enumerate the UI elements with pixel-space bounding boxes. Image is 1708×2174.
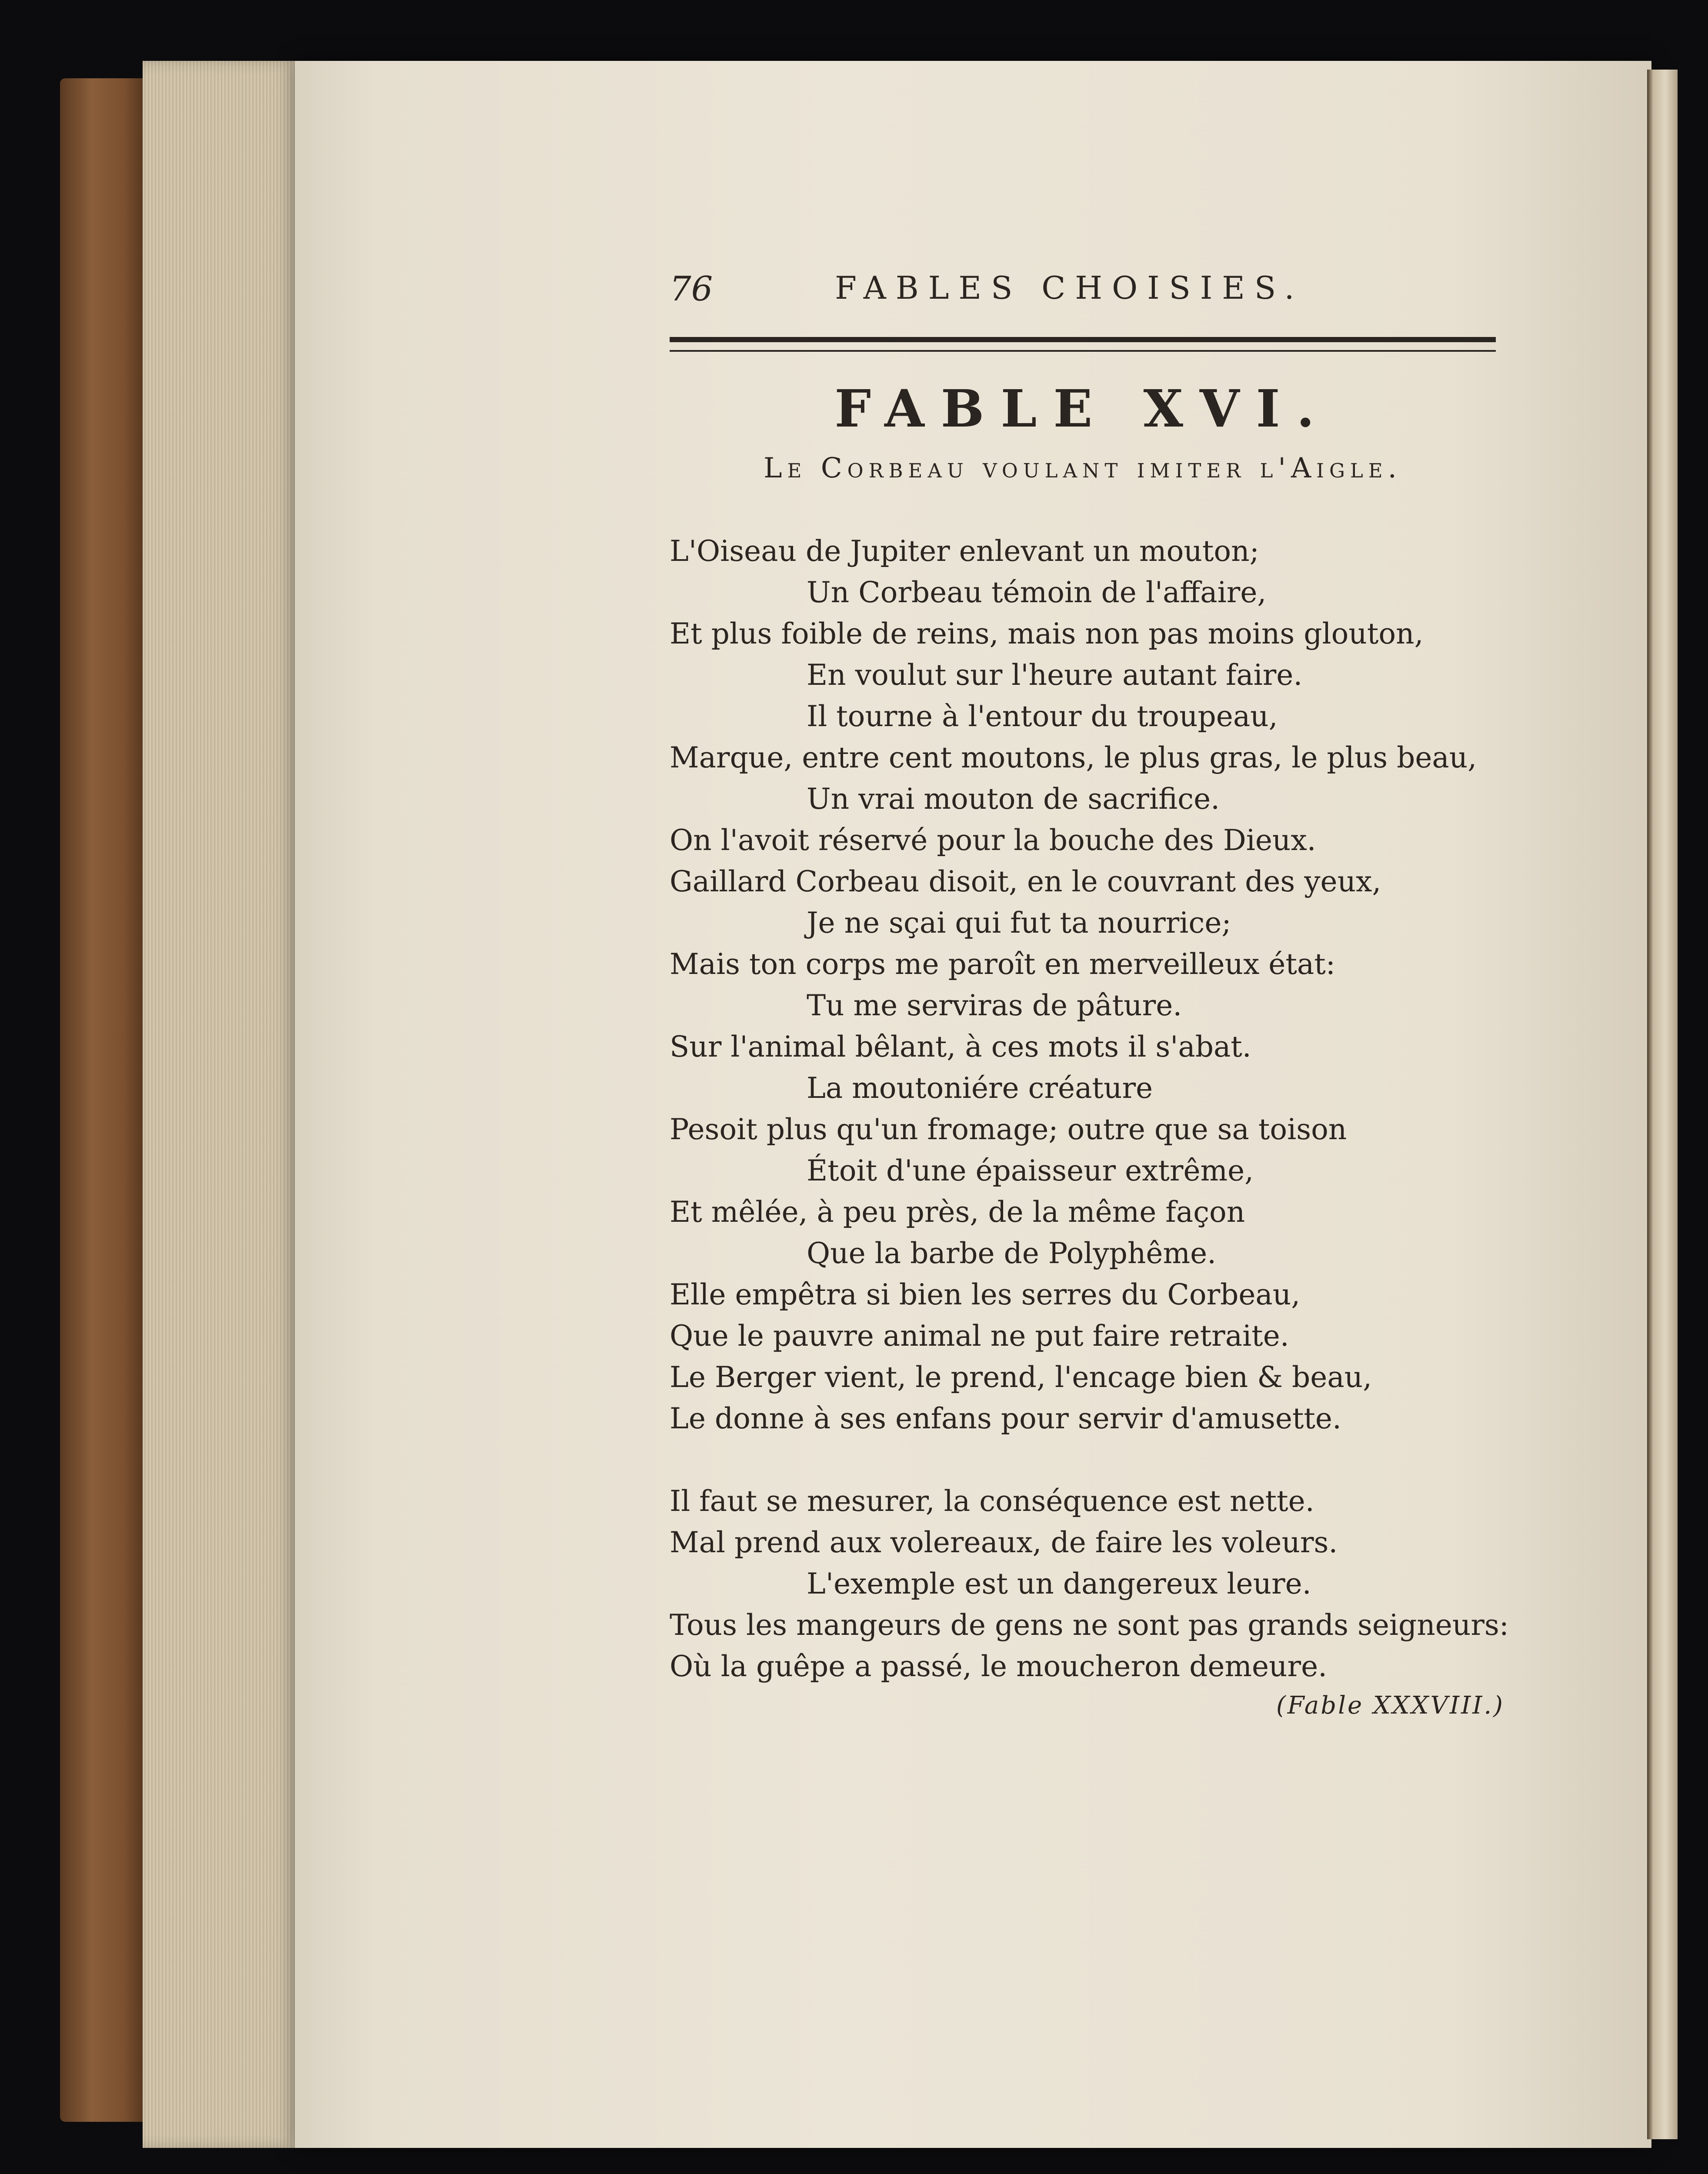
poem-line: Je ne sçai qui fut ta nourrice; (807, 906, 1231, 940)
poem-line: La moutoniére créature (807, 1071, 1153, 1105)
poem-line: Marque, entre cent moutons, le plus gras, le plus beau, (670, 741, 1477, 774)
poem-line: Et mêlée, à peu près, de la même façon (670, 1195, 1245, 1229)
poem-line: Et plus foible de reins, mais non pas moins glouton, (670, 617, 1424, 650)
poem-line: Sur l'animal bêlant, à ces mots il s'abat. (670, 1030, 1251, 1064)
poem-line: On l'avoit réservé pour la bouche des Dieux. (670, 824, 1316, 857)
facing-page-edge (1647, 70, 1678, 2139)
book-cover (60, 78, 151, 2122)
stanza-gap (670, 1439, 1522, 1480)
running-header (609, 235, 1505, 309)
poem-line: Un Corbeau témoin de l'affaire, (807, 576, 1267, 609)
source-note: (Fable XXXVIII.) (1276, 1691, 1505, 1720)
poem-line: Étoit d'une épaisseur extrême, (807, 1154, 1254, 1187)
running-title: FABLES CHOISIES. (835, 270, 1304, 306)
moral-line: Mal prend aux volereaux, de faire les voleurs. (670, 1526, 1338, 1559)
poem-line: Tu me serviras de pâture. (807, 989, 1182, 1022)
fable-subtitle: Le Corbeau voulant imiter l'Aigle. (764, 452, 1402, 484)
moral-line: L'exemple est un dangereux leure. (807, 1567, 1311, 1600)
moral-line: Où la guêpe a passé, le moucheron demeure. (670, 1650, 1328, 1683)
fable-title: FABLE XVI. (834, 378, 1331, 439)
poem-line: Que la barbe de Polyphême. (807, 1237, 1217, 1270)
poem-line: Il tourne à l'entour du troupeau, (807, 700, 1278, 733)
page-number: 76 (670, 270, 713, 309)
header-rule (670, 337, 1496, 352)
poem (670, 530, 1522, 1687)
page-text (609, 235, 1509, 1720)
poem-line: Pesoit plus qu'un fromage; outre que sa toison (670, 1113, 1347, 1146)
poem-line: Gaillard Corbeau disoit, en le couvrant des yeux, (670, 865, 1381, 898)
poem-line: Elle empêtra si bien les serres du Corbeau, (670, 1278, 1301, 1311)
poem-line: Un vrai mouton de sacrifice. (807, 782, 1220, 816)
poem-line: Que le pauvre animal ne put faire retraite. (670, 1319, 1289, 1353)
moral-line: Tous les mangeurs de gens ne sont pas grands seigneurs: (670, 1608, 1509, 1642)
poem-line: Mais ton corps me paroît en merveilleux état: (670, 947, 1335, 981)
poem-line: Le donne à ses enfans pour servir d'amusette. (670, 1402, 1341, 1435)
poem-line: L'Oiseau de Jupiter enlevant un mouton; (670, 534, 1259, 568)
moral-line: Il faut se mesurer, la conséquence est nette. (670, 1484, 1314, 1518)
poem-line: Le Berger vient, le prend, l'encage bien & beau, (670, 1360, 1372, 1394)
poem-line: En voulut sur l'heure autant faire. (807, 658, 1303, 692)
